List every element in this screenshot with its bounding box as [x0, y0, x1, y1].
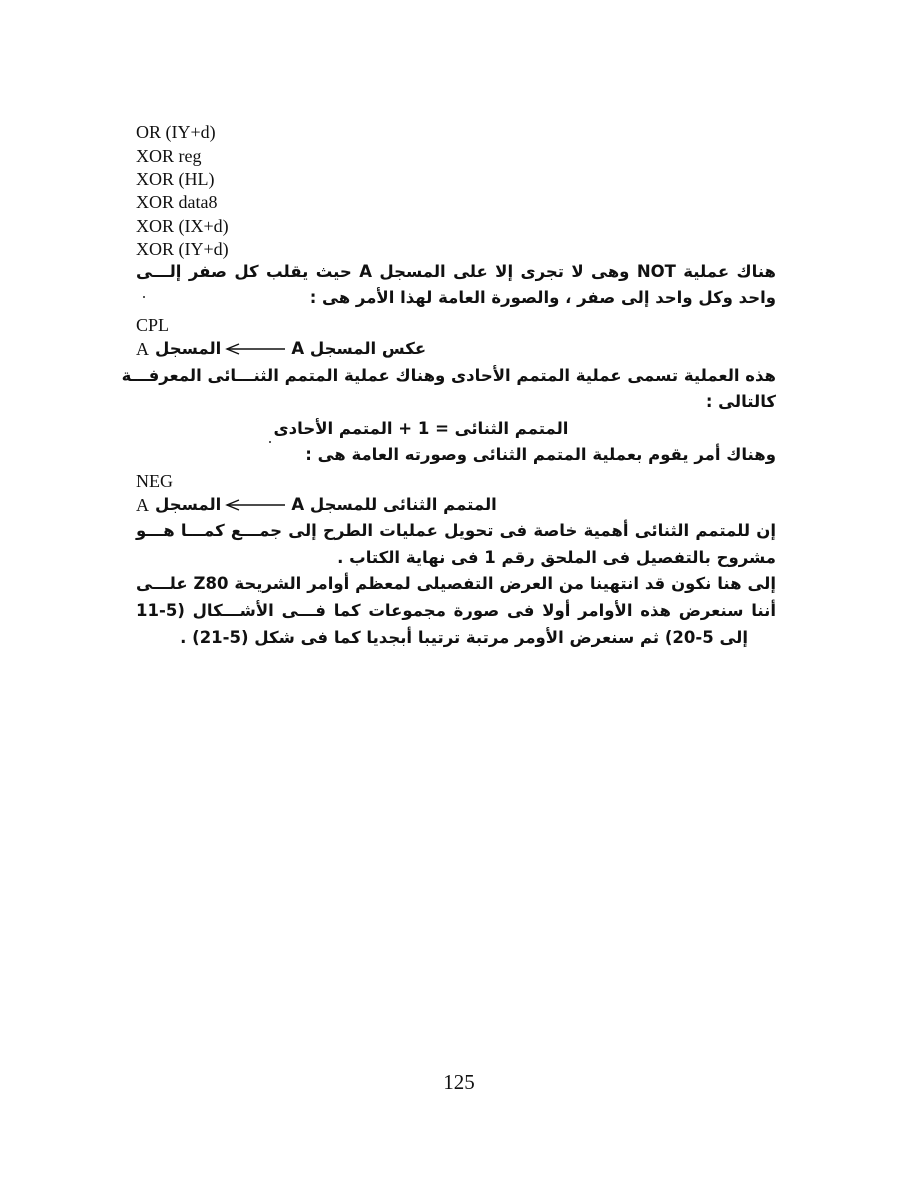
cpl-operation — [136, 337, 776, 361]
left-arrow-icon — [225, 343, 287, 355]
not-paragraph-line-2: واحد وكل واحد إلى صفر ، والصورة العامة لهذا الأمر هى : — [309, 288, 776, 307]
scan-speck — [143, 296, 145, 298]
complement-paragraph-line-1: هذه العملية تسمى عملية المتمم الأحادى وهناك عملية المتمم الثنـــائى المعرفـــة — [121, 366, 776, 385]
closing-paragraph-line-4: أننا سنعرض هذه الأوامر أولا فى صورة مجموعات كما فـــى الأشـــكال (5-11 — [136, 601, 776, 620]
cpl-dest-label: المسجل — [155, 339, 222, 358]
cpl-source: عكس المسجل A — [291, 339, 427, 358]
complement-paragraph-line-2: كالتالى : — [705, 392, 776, 411]
code-line-or-iy: OR (IY+d) — [136, 122, 216, 142]
not-paragraph-line-1: هناك عملية NOT وهى لا تجرى إلا على المسجل A حيث يقلب كل صفر إلـــى — [136, 262, 776, 281]
code-line-xor-reg: XOR reg — [136, 146, 202, 166]
neg-operation — [136, 493, 776, 517]
left-arrow-icon — [225, 499, 287, 511]
closing-paragraph-line-5: إلى 5-20) ثم سنعرض الأومر مرتبة ترتيبا أبجديا كما فى شكل (5-21) . — [180, 628, 748, 647]
neg-dest-label: المسجل — [155, 495, 222, 514]
neg-dest-register: A — [136, 495, 149, 515]
closing-paragraph-line-2: مشروح بالتفصيل فى الملحق رقم 1 فى نهاية الكتاب . — [337, 548, 776, 567]
twos-complement-formula: المتمم الثنائى = 1 + المتمم الأحادى — [273, 419, 569, 438]
complement-paragraph-line-3: وهناك أمر يقوم بعملية المتمم الثنائى وصورته العامة هى : — [305, 445, 776, 464]
neg-source: المتمم الثنائى للمسجل A — [291, 495, 497, 514]
page-number: 125 — [443, 1070, 475, 1094]
closing-paragraph-line-3: إلى هنا نكون قد انتهينا من العرض التفصيلى لمعظم أوامر الشريحة Z80 علـــى — [136, 574, 776, 593]
code-line-xor-data8: XOR data8 — [136, 192, 218, 212]
code-line-xor-ix: XOR (IX+d) — [136, 216, 229, 236]
cpl-dest-register: A — [136, 339, 149, 359]
code-line-xor-iy: XOR (IY+d) — [136, 239, 229, 259]
code-line-xor-hl: XOR (HL) — [136, 169, 215, 189]
neg-instruction: NEG — [136, 471, 173, 491]
closing-paragraph-line-1: إن للمتمم الثنائى أهمية خاصة فى تحويل عمليات الطرح إلى جمـــع كمـــا هـــو — [136, 521, 776, 540]
cpl-instruction: CPL — [136, 315, 170, 335]
scan-speck — [269, 441, 271, 443]
